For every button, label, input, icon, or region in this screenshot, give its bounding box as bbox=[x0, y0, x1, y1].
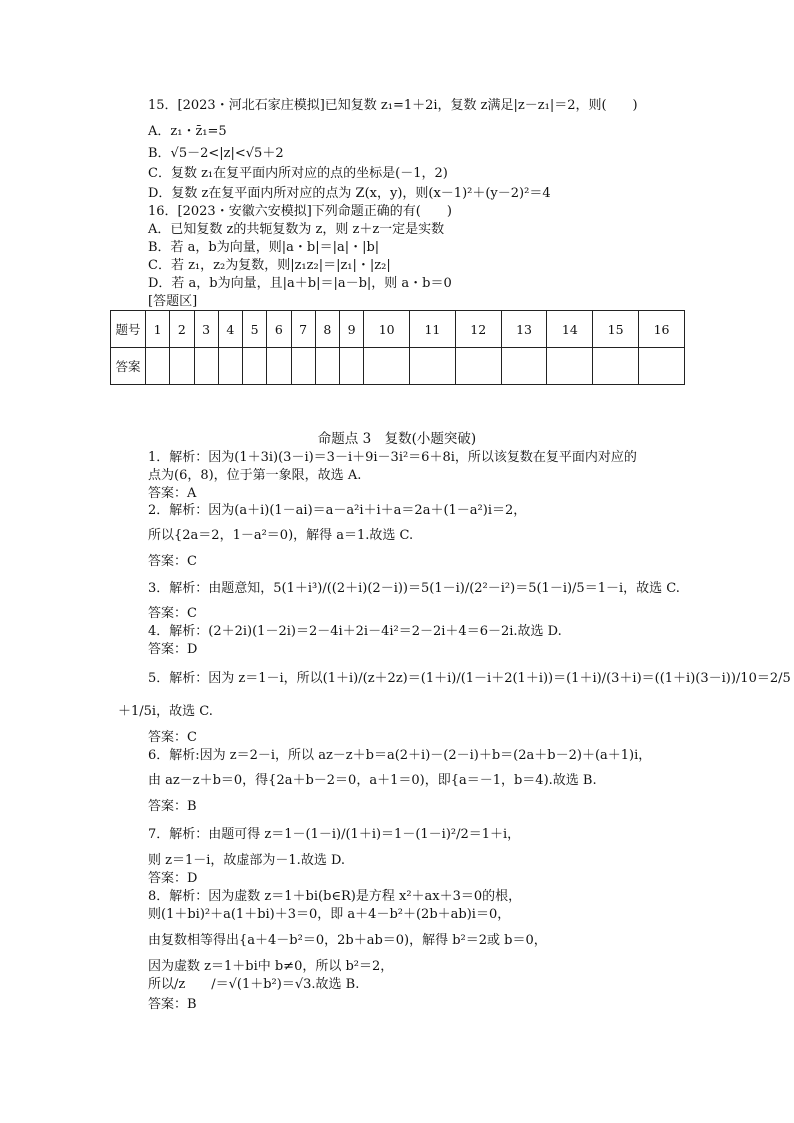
grid-number: 2 bbox=[170, 311, 194, 348]
q16-option-a: A．已知复数 z的共轭复数为 z，则 z＋z一定是实数 bbox=[148, 222, 445, 237]
solution-7-answer: 答案：D bbox=[148, 871, 198, 886]
answer-cell[interactable] bbox=[267, 348, 291, 385]
q15-option-c: C．复数 z₁在复平面内所对应的点的坐标是(－1，2) bbox=[148, 166, 448, 181]
answer-grid-answer-row bbox=[111, 348, 685, 385]
grid-number: 10 bbox=[364, 311, 410, 348]
row-label-answer: 答案 bbox=[111, 348, 146, 385]
grid-number: 5 bbox=[243, 311, 267, 348]
solution-1-line-1: 1．解析：因为(1＋3i)(3－i)＝3－i＋9i－3i²＝6＋8i，所以该复数在复平面内对应的 bbox=[148, 450, 637, 465]
solution-5-answer: 答案：C bbox=[148, 730, 197, 745]
grid-number: 16 bbox=[639, 311, 685, 348]
grid-number: 6 bbox=[267, 311, 291, 348]
solutions-title: 命题点 3 复数(小题突破) bbox=[317, 431, 477, 447]
q16-stem: 16．[2023・安徽六安模拟]下列命题正确的有( ) bbox=[148, 204, 452, 219]
solution-6-line-2: 由 az－z＋b＝0，得{2a＋b－2＝0，a＋1＝0)，即{a＝－1，b＝4).故选 B. bbox=[148, 773, 597, 788]
solution-8-answer: 答案：B bbox=[148, 997, 197, 1012]
answer-cell[interactable] bbox=[146, 348, 170, 385]
answer-cell[interactable] bbox=[410, 348, 456, 385]
answer-cell[interactable] bbox=[291, 348, 315, 385]
answer-cell[interactable] bbox=[547, 348, 593, 385]
solution-8-line-2: 则(1＋bi)²＋a(1＋bi)＋3＝0，即 a＋4－b²＋(2b＋ab)i＝0， bbox=[148, 907, 511, 922]
grid-number: 8 bbox=[315, 311, 339, 348]
answer-area-label: [答题区] bbox=[148, 294, 198, 309]
solution-8-line-3: 由复数相等得出{a＋4－b²＝0，2b＋ab＝0)，解得 b²＝2或 b＝0， bbox=[148, 933, 547, 948]
grid-number: 7 bbox=[291, 311, 315, 348]
solution-7-line-2: 则 z＝1－i，故虚部为－1.故选 D. bbox=[148, 853, 346, 868]
grid-number: 11 bbox=[410, 311, 456, 348]
solution-2-answer: 答案：C bbox=[148, 554, 197, 569]
solution-1-answer: 答案：A bbox=[148, 486, 197, 501]
solution-2-line-2: 所以{2a＝2，1－a²＝0)，解得 a＝1.故选 C. bbox=[148, 528, 414, 543]
solution-8-line-1: 8．解析：因为虚数 z＝1＋bi(b∈R)是方程 x²＋ax＋3＝0的根， bbox=[148, 889, 522, 904]
solution-8-line-5: 所以/z /＝√(1＋b²)＝√3.故选 B. bbox=[148, 977, 360, 992]
grid-number: 9 bbox=[340, 311, 364, 348]
solution-3-answer: 答案：C bbox=[148, 606, 197, 621]
grid-number: 1 bbox=[146, 311, 170, 348]
answer-cell[interactable] bbox=[593, 348, 639, 385]
q16-option-c: C．若 z₁，z₂为复数，则|z₁z₂|＝|z₁|・|z₂| bbox=[148, 258, 391, 273]
answer-cell[interactable] bbox=[170, 348, 194, 385]
answer-cell[interactable] bbox=[218, 348, 242, 385]
solution-2-line-1: 2．解析：因为(a＋i)(1－ai)＝a－a²i＋i＋a＝2a＋(1－a²)i＝2， bbox=[148, 503, 527, 518]
row-label-number: 题号 bbox=[111, 311, 146, 348]
q16-option-d: D．若 a，b为向量，且|a＋b|＝|a－b|，则 a・b＝0 bbox=[148, 276, 452, 291]
solution-6-answer: 答案：B bbox=[148, 799, 197, 814]
answer-cell[interactable] bbox=[243, 348, 267, 385]
solution-1-line-2: 点为(6，8)，位于第一象限，故选 A. bbox=[148, 468, 362, 483]
answer-cell[interactable] bbox=[501, 348, 547, 385]
q16-option-b: B．若 a，b为向量，则|a・b|＝|a|・|b| bbox=[148, 240, 380, 255]
answer-cell[interactable] bbox=[315, 348, 339, 385]
solution-5-line-1: 5．解析：因为 z＝1－i，所以(1＋i)/(z＋2z)＝(1＋i)/(1－i＋2(1＋i))＝(1＋i)/(3＋i)＝((1＋i)(3－i))/10＝2/5 bbox=[148, 671, 791, 686]
answer-grid bbox=[110, 310, 685, 385]
grid-number: 4 bbox=[218, 311, 242, 348]
solution-4-answer: 答案：D bbox=[148, 642, 198, 657]
solution-4-line-1: 4．解析：(2＋2i)(1－2i)＝2－4i＋2i－4i²＝2－2i＋4＝6－2i.故选 D. bbox=[148, 624, 562, 639]
q15-option-a: A．z₁・z̄₁=5 bbox=[148, 124, 227, 139]
answer-grid-number-row bbox=[111, 311, 685, 348]
answer-cell[interactable] bbox=[639, 348, 685, 385]
q15-option-b: B．√5－2<|z|<√5＋2 bbox=[148, 146, 284, 161]
answer-cell[interactable] bbox=[455, 348, 501, 385]
q15-stem: 15．[2023・河北石家庄模拟]已知复数 z₁=1＋2i，复数 z满足|z－z₁|＝2，则( ) bbox=[148, 98, 638, 113]
answer-cell[interactable] bbox=[364, 348, 410, 385]
grid-number: 15 bbox=[593, 311, 639, 348]
solution-8-line-4: 因为虚数 z＝1＋bi中 b≠0，所以 b²＝2， bbox=[148, 959, 394, 974]
solution-3-line-1: 3．解析：由题意知，5(1＋i³)/((2＋i)(2－i))＝5(1－i)/(2²－i²)＝5(1－i)/5＝1－i，故选 C. bbox=[148, 581, 680, 596]
solution-5-line-2: ＋1/5i，故选 C. bbox=[118, 704, 213, 719]
solution-7-line-1: 7．解析：由题可得 z＝1－(1－i)/(1＋i)＝1－(1－i)²/2＝1＋i， bbox=[148, 827, 521, 842]
grid-number: 13 bbox=[501, 311, 547, 348]
answer-cell[interactable] bbox=[340, 348, 364, 385]
grid-number: 3 bbox=[194, 311, 218, 348]
answer-cell[interactable] bbox=[194, 348, 218, 385]
grid-number: 14 bbox=[547, 311, 593, 348]
q15-option-d: D．复数 z在复平面内所对应的点为 Z(x，y)，则(x－1)²＋(y－2)²＝4 bbox=[148, 186, 551, 201]
solution-6-line-1: 6．解析:因为 z＝2－i，所以 az－z＋b＝a(2＋i)－(2－i)＋b＝(2a＋b－2)＋(a＋1)i， bbox=[148, 748, 652, 763]
grid-number: 12 bbox=[455, 311, 501, 348]
